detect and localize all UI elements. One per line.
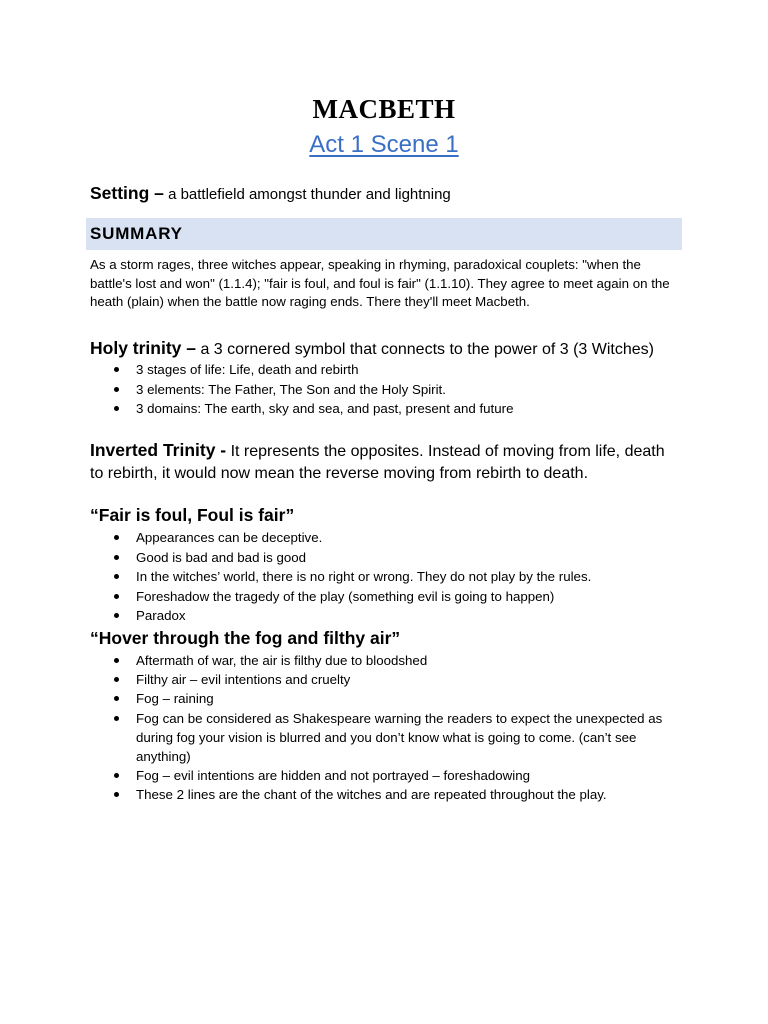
summary-paragraph: As a storm rages, three witches appear, speaking in rhyming, paradoxical couplets: "when the battle's lost and won" (1.1.4); "fair is foul, and foul is fair" (1.1.10). They agree to meet again on the heath (plain) when the battle now raging ends. There they'll meet Macbeth. [90, 257, 670, 310]
setting-line [90, 182, 451, 206]
list-item: Fog – evil intentions are hidden and not portrayed – foreshadowing [90, 766, 680, 785]
summary-heading: SUMMARY [90, 224, 183, 243]
list-item: 3 domains: The earth, sky and sea, and past, present and future [90, 399, 680, 419]
list-item: Appearances can be deceptive. [90, 528, 680, 548]
hover-fog-list [90, 651, 680, 805]
setting-text: a battlefield amongst thunder and lightning [163, 186, 451, 203]
list-item: These 2 lines are the chant of the witches and are repeated throughout the play. [90, 785, 680, 804]
list-item: Aftermath of war, the air is filthy due to bloodshed [90, 651, 680, 670]
holy-trinity-list [90, 360, 680, 419]
holy-trinity-label: Holy trinity – [90, 338, 196, 358]
list-item: 3 elements: The Father, The Son and the Holy Spirit. [90, 380, 680, 400]
inverted-trinity-label: Inverted Trinity - [90, 440, 227, 460]
list-item: 3 stages of life: Life, death and rebirth [90, 360, 680, 380]
list-item: Good is bad and bad is good [90, 548, 680, 568]
list-item: Filthy air – evil intentions and cruelty [90, 670, 680, 689]
hover-fog-heading: “Hover through the fog and filthy air” [90, 628, 401, 648]
setting-label: Setting – [90, 183, 164, 203]
document-title: MACBETH [312, 94, 456, 124]
list-item: Paradox [90, 606, 680, 626]
fair-foul-heading: “Fair is foul, Foul is fair” [90, 505, 295, 525]
scene-heading-link[interactable]: Act 1 Scene 1 [309, 131, 459, 158]
inverted-trinity-text: It represents the opposites. Instead of moving from life, death to rebirth, it would now mean the reverse moving from rebirth to death. [90, 443, 665, 482]
inverted-trinity-paragraph [90, 439, 680, 485]
holy-trinity-heading [90, 337, 654, 361]
fair-foul-list [90, 528, 680, 626]
list-item: Foreshadow the tragedy of the play (something evil is going to happen) [90, 587, 680, 607]
list-item: Fog – raining [90, 689, 680, 708]
summary-heading-band [86, 218, 682, 250]
list-item: In the witches’ world, there is no right or wrong. They do not play by the rules. [90, 567, 680, 587]
list-item: Fog can be considered as Shakespeare warning the readers to expect the unexpected as during fog your vision is blurred and you don’t know what is going to come. (can’t see anything) [90, 709, 680, 767]
holy-trinity-text: a 3 cornered symbol that connects to the power of 3 (3 Witches) [196, 341, 654, 358]
